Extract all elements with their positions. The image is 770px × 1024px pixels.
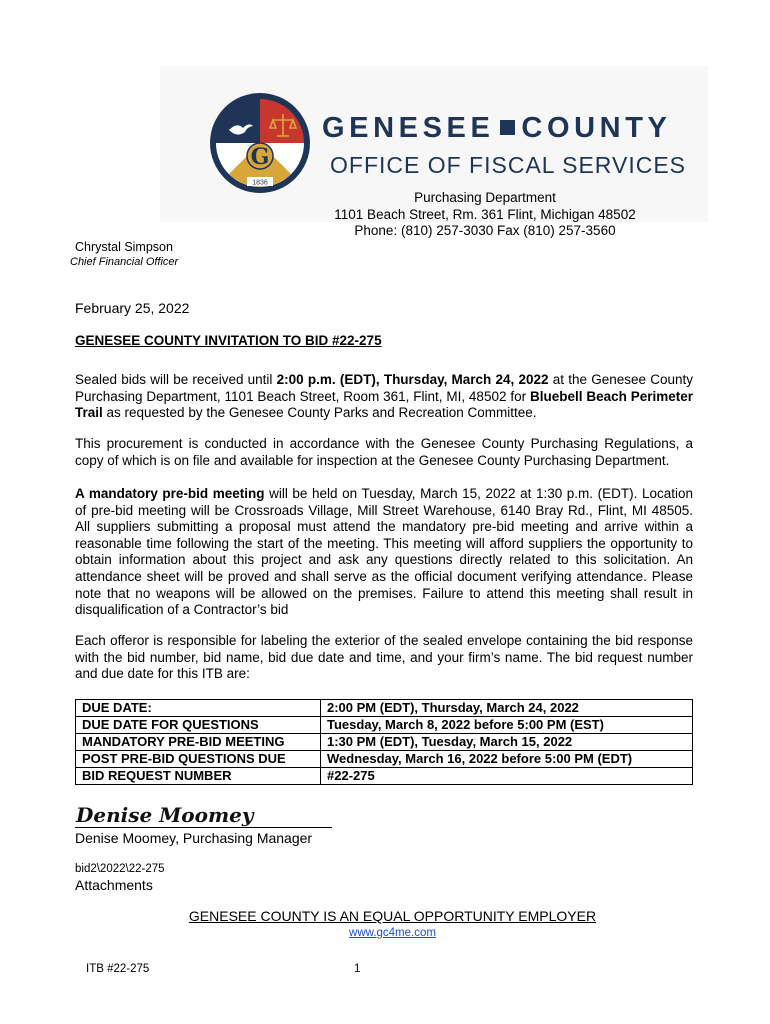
table-row [76, 717, 693, 734]
project-name: Bluebell Beach Perimeter Trail [75, 388, 693, 421]
table-row [76, 751, 693, 768]
schedule-label: MANDATORY PRE-BID MEETING [76, 734, 321, 751]
department-address: 1101 Beach Street, Rm. 361 Flint, Michigan 48502 [334, 207, 636, 222]
officer-title: Chief Financial Officer [70, 256, 179, 268]
county-seal-logo [209, 92, 311, 194]
attachments-label: Attachments [75, 877, 153, 893]
office-title: OFFICE OF FISCAL SERVICES [330, 152, 687, 178]
equal-opportunity-statement: GENESEE COUNTY IS AN EQUAL OPPORTUNITY EMPLOYER [188, 908, 597, 924]
letter-date: February 25, 2022 [75, 300, 190, 316]
department-name: Purchasing Department [414, 190, 556, 205]
county-wordmark [322, 113, 671, 143]
department-phone: Phone: (810) 257-3030 Fax (810) 257-3560 [354, 223, 616, 238]
table-row [76, 734, 693, 751]
square-separator-icon [500, 120, 515, 135]
table-row [76, 768, 693, 785]
prebid-emphasis: A mandatory pre-bid meeting [75, 486, 265, 501]
bid-schedule-table [75, 699, 693, 785]
schedule-label: DUE DATE FOR QUESTIONS [76, 717, 321, 734]
handwritten-signature: Denise Moomey [76, 803, 254, 827]
paragraph-regulations: This procurement is conducted in accordance with the Genesee County Purchasing Regulations, a copy of which is on file and available for inspection at the Genesee County Purchasing Department. [75, 436, 693, 468]
seal-letter: G [250, 144, 270, 170]
bid-deadline: 2:00 p.m. (EDT), Thursday, March 24, 2022 [276, 372, 549, 387]
schedule-value: Tuesday, March 8, 2022 before 5:00 PM (EST) [321, 717, 693, 734]
schedule-label: BID REQUEST NUMBER [76, 768, 321, 785]
website-link[interactable]: www.gc4me.com [349, 927, 436, 939]
schedule-value: 2:00 PM (EDT), Thursday, March 24, 2022 [321, 700, 693, 717]
table-row [76, 700, 693, 717]
county-suffix: COUNTY [521, 112, 672, 144]
schedule-value: 1:30 PM (EDT), Tuesday, March 15, 2022 [321, 734, 693, 751]
paragraph-labeling: Each offeror is responsible for labeling the exterior of the sealed envelope containing the bid response with the bid number, bid name, bid due date and time, and your firm’s name. The bid request number and due date for this ITB are: [75, 633, 693, 682]
schedule-value: #22-275 [321, 768, 693, 785]
officer-name: Chrystal Simpson [75, 240, 173, 254]
signer-name: Denise Moomey, Purchasing Manager [75, 830, 313, 846]
signature-line [75, 827, 332, 828]
county-name: GENESEE [322, 112, 495, 144]
paragraph-prebid-meeting: A mandatory pre-bid meeting will be held on Tuesday, March 15, 2022 at 1:30 p.m. (EDT). Location of pre-bid meeting will be Crossroads Village, Mill Street Warehouse, 6140 Bray Rd., Flint, MI 48505. All suppliers submitting a proposal must attend the mandatory pre-bid meeting and arrive within a reasonable time following the start of the meeting. This meeting will afford suppliers the opportunity to obtain information about this project and ask any questions directly related to this solicitation. An attendance sheet will be proved and shall serve as the official document verifying attendance. Please note that no weapons will be allowed on the premises. Failure to attend this meeting shall result in disqualification of a Contractor’s bid [75, 486, 693, 618]
invitation-heading: GENESEE COUNTY INVITATION TO BID #22-275 [75, 333, 382, 348]
file-reference: bid2\2022\22-275 [75, 863, 165, 875]
seal-blue-quadrant [216, 99, 260, 143]
seal-year: 1836 [252, 179, 268, 187]
footer-itb-number: ITB #22-275 [86, 963, 150, 975]
page-number: 1 [354, 963, 361, 975]
schedule-label: DUE DATE: [76, 700, 321, 717]
schedule-label: POST PRE-BID QUESTIONS DUE [76, 751, 321, 768]
schedule-value: Wednesday, March 16, 2022 before 5:00 PM (EDT) [321, 751, 693, 768]
paragraph-sealed-bids: Sealed bids will be received until 2:00 p.m. (EDT), Thursday, March 24, 2022 at the Genesee County Purchasing Department, 1101 Beach Street, Room 361, Flint, MI, 48502 for Bluebell Beach Perimeter Trail as requested by the Genesee County Parks and Recreation Committee. [75, 372, 693, 421]
